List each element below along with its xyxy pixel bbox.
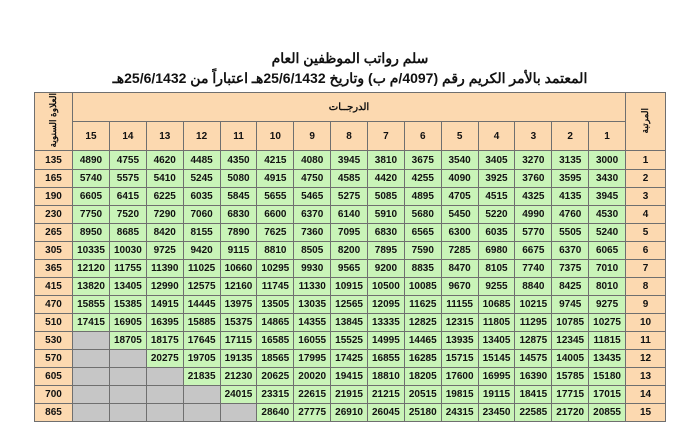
salary-cell: 15375 bbox=[220, 314, 257, 332]
salary-cell: 5845 bbox=[220, 187, 257, 205]
step-header: 10 bbox=[257, 122, 294, 151]
salary-cell: 15525 bbox=[331, 332, 368, 350]
salary-cell: 28640 bbox=[257, 404, 294, 422]
salary-cell: 17600 bbox=[441, 368, 478, 386]
step-header: 7 bbox=[367, 122, 404, 151]
salary-cell: 8835 bbox=[404, 259, 441, 277]
salary-cell: 5740 bbox=[73, 169, 110, 187]
salary-cell: 13405 bbox=[478, 332, 515, 350]
salary-cell: 21720 bbox=[552, 404, 589, 422]
increment-column-header: العلاوة السنوية bbox=[35, 93, 73, 151]
increment-cell: 230 bbox=[35, 205, 73, 223]
step-header: 11 bbox=[220, 122, 257, 151]
table-row bbox=[35, 386, 666, 404]
salary-cell: 20275 bbox=[146, 350, 183, 368]
salary-cell: 6605 bbox=[73, 187, 110, 205]
salary-cell: 4705 bbox=[441, 187, 478, 205]
salary-cell: 7750 bbox=[73, 205, 110, 223]
salary-cell: 19705 bbox=[183, 350, 220, 368]
salary-cell: 7520 bbox=[109, 205, 146, 223]
salary-cell: 4255 bbox=[404, 169, 441, 187]
salary-cell: 20515 bbox=[404, 386, 441, 404]
salary-cell: 8010 bbox=[589, 277, 626, 295]
salary-cell: 23315 bbox=[257, 386, 294, 404]
grade-cell: 7 bbox=[626, 259, 666, 277]
salary-cell: 16905 bbox=[109, 314, 146, 332]
table-row bbox=[35, 314, 666, 332]
salary-cell: 3675 bbox=[404, 151, 441, 169]
salary-cell: 12990 bbox=[146, 277, 183, 295]
salary-cell: 16585 bbox=[257, 332, 294, 350]
salary-cell: 19815 bbox=[441, 386, 478, 404]
salary-cell: 5575 bbox=[109, 169, 146, 187]
salary-cell: 9275 bbox=[589, 295, 626, 313]
salary-cell: 5080 bbox=[220, 169, 257, 187]
salary-cell: 15855 bbox=[73, 295, 110, 313]
increment-cell: 265 bbox=[35, 223, 73, 241]
increment-cell: 190 bbox=[35, 187, 73, 205]
grade-cell: 4 bbox=[626, 205, 666, 223]
grade-column-header: المرتبة bbox=[626, 93, 666, 151]
salary-cell: 5465 bbox=[294, 187, 331, 205]
salary-cell: 16995 bbox=[478, 368, 515, 386]
step-header: 12 bbox=[183, 122, 220, 151]
salary-cell: 3925 bbox=[478, 169, 515, 187]
empty-cell bbox=[73, 386, 110, 404]
salary-cell: 6065 bbox=[589, 241, 626, 259]
salary-cell: 7285 bbox=[441, 241, 478, 259]
empty-cell bbox=[220, 404, 257, 422]
salary-cell: 16285 bbox=[404, 350, 441, 368]
salary-cell: 21215 bbox=[367, 386, 404, 404]
empty-cell bbox=[73, 404, 110, 422]
empty-cell bbox=[183, 404, 220, 422]
increment-cell: 305 bbox=[35, 241, 73, 259]
salary-cell: 18175 bbox=[146, 332, 183, 350]
empty-cell bbox=[183, 386, 220, 404]
salary-cell: 10660 bbox=[220, 259, 257, 277]
salary-cell: 9670 bbox=[441, 277, 478, 295]
increment-cell: 470 bbox=[35, 295, 73, 313]
salary-cell: 10335 bbox=[73, 241, 110, 259]
step-header: 14 bbox=[109, 122, 146, 151]
salary-cell: 10785 bbox=[552, 314, 589, 332]
salary-cell: 13405 bbox=[109, 277, 146, 295]
salary-cell: 22615 bbox=[294, 386, 331, 404]
increment-cell: 700 bbox=[35, 386, 73, 404]
salary-cell: 14005 bbox=[552, 350, 589, 368]
salary-cell: 3760 bbox=[515, 169, 552, 187]
increment-cell: 165 bbox=[35, 169, 73, 187]
salary-cell: 6300 bbox=[441, 223, 478, 241]
salary-cell: 13335 bbox=[367, 314, 404, 332]
grade-cell: 11 bbox=[626, 332, 666, 350]
salary-cell: 16390 bbox=[515, 368, 552, 386]
salary-cell: 21835 bbox=[183, 368, 220, 386]
salary-cell: 17015 bbox=[589, 386, 626, 404]
salary-cell: 27775 bbox=[294, 404, 331, 422]
salary-cell: 11805 bbox=[478, 314, 515, 332]
increment-cell: 135 bbox=[35, 151, 73, 169]
step-header: 6 bbox=[404, 122, 441, 151]
salary-cell: 5655 bbox=[257, 187, 294, 205]
empty-cell bbox=[109, 386, 146, 404]
salary-cell: 5085 bbox=[367, 187, 404, 205]
salary-cell: 13975 bbox=[220, 295, 257, 313]
salary-cell: 9745 bbox=[552, 295, 589, 313]
salary-cell: 14445 bbox=[183, 295, 220, 313]
salary-cell: 8420 bbox=[146, 223, 183, 241]
salary-cell: 11390 bbox=[146, 259, 183, 277]
salary-cell: 5240 bbox=[589, 223, 626, 241]
salary-cell: 8470 bbox=[441, 259, 478, 277]
empty-cell bbox=[146, 404, 183, 422]
salary-cell: 6415 bbox=[109, 187, 146, 205]
salary-cell: 6370 bbox=[552, 241, 589, 259]
salary-cell: 4990 bbox=[515, 205, 552, 223]
salary-cell: 3595 bbox=[552, 169, 589, 187]
grade-cell: 10 bbox=[626, 314, 666, 332]
salary-cell: 3135 bbox=[552, 151, 589, 169]
grade-cell: 12 bbox=[626, 350, 666, 368]
salary-cell: 20625 bbox=[257, 368, 294, 386]
salary-cell: 3405 bbox=[478, 151, 515, 169]
salary-cell: 4755 bbox=[109, 151, 146, 169]
step-header: 5 bbox=[441, 122, 478, 151]
salary-cell: 10215 bbox=[515, 295, 552, 313]
salary-cell: 8505 bbox=[294, 241, 331, 259]
salary-cell: 22585 bbox=[515, 404, 552, 422]
salary-cell: 12120 bbox=[73, 259, 110, 277]
salary-cell: 19115 bbox=[478, 386, 515, 404]
salary-cell: 4620 bbox=[146, 151, 183, 169]
table-row bbox=[35, 151, 666, 169]
empty-cell bbox=[73, 332, 110, 350]
increment-cell: 510 bbox=[35, 314, 73, 332]
salary-cell: 5275 bbox=[331, 187, 368, 205]
salary-cell: 7060 bbox=[183, 205, 220, 223]
salary-cell: 7375 bbox=[552, 259, 589, 277]
empty-cell bbox=[146, 368, 183, 386]
salary-cell: 8105 bbox=[478, 259, 515, 277]
salary-cell: 11025 bbox=[183, 259, 220, 277]
step-header: 9 bbox=[294, 122, 331, 151]
grade-cell: 15 bbox=[626, 404, 666, 422]
salary-cell: 12575 bbox=[183, 277, 220, 295]
salary-cell: 6600 bbox=[257, 205, 294, 223]
salary-cell: 4530 bbox=[589, 205, 626, 223]
table-row bbox=[35, 404, 666, 422]
salary-cell: 12345 bbox=[552, 332, 589, 350]
salary-cell: 18705 bbox=[109, 332, 146, 350]
salary-cell: 14995 bbox=[367, 332, 404, 350]
salary-cell: 9725 bbox=[146, 241, 183, 259]
salary-cell: 5505 bbox=[552, 223, 589, 241]
salary-cell: 10295 bbox=[257, 259, 294, 277]
salary-cell: 9200 bbox=[367, 259, 404, 277]
salary-cell: 4350 bbox=[220, 151, 257, 169]
salary-cell: 15715 bbox=[441, 350, 478, 368]
salary-cell: 14465 bbox=[404, 332, 441, 350]
salary-cell: 17995 bbox=[294, 350, 331, 368]
salary-cell: 20020 bbox=[294, 368, 331, 386]
empty-cell bbox=[109, 404, 146, 422]
empty-cell bbox=[146, 386, 183, 404]
salary-cell: 7095 bbox=[331, 223, 368, 241]
salary-cell: 5680 bbox=[404, 205, 441, 223]
table-row bbox=[35, 350, 666, 368]
salary-cell: 24315 bbox=[441, 404, 478, 422]
salary-cell: 3945 bbox=[331, 151, 368, 169]
salary-cell: 5770 bbox=[515, 223, 552, 241]
table-row bbox=[35, 187, 666, 205]
salary-cell: 11755 bbox=[109, 259, 146, 277]
salary-cell: 10685 bbox=[478, 295, 515, 313]
salary-cell: 13820 bbox=[73, 277, 110, 295]
step-header: 2 bbox=[552, 122, 589, 151]
step-header: 15 bbox=[73, 122, 110, 151]
salary-cell: 15385 bbox=[109, 295, 146, 313]
salary-cell: 8950 bbox=[73, 223, 110, 241]
salary-cell: 14355 bbox=[294, 314, 331, 332]
increment-cell: 865 bbox=[35, 404, 73, 422]
salary-cell: 4325 bbox=[515, 187, 552, 205]
salary-cell: 7625 bbox=[257, 223, 294, 241]
salary-cell: 4915 bbox=[257, 169, 294, 187]
salary-cell: 5910 bbox=[367, 205, 404, 223]
salary-cell: 5245 bbox=[183, 169, 220, 187]
salary-cell: 8685 bbox=[109, 223, 146, 241]
salary-cell: 6035 bbox=[183, 187, 220, 205]
salary-cell: 7290 bbox=[146, 205, 183, 223]
salary-cell: 18205 bbox=[404, 368, 441, 386]
salary-cell: 11330 bbox=[294, 277, 331, 295]
salary-cell: 6980 bbox=[478, 241, 515, 259]
salary-cell: 4420 bbox=[367, 169, 404, 187]
table-row bbox=[35, 259, 666, 277]
salary-cell: 5450 bbox=[441, 205, 478, 223]
salary-cell: 11295 bbox=[515, 314, 552, 332]
increment-cell: 530 bbox=[35, 332, 73, 350]
empty-cell bbox=[109, 368, 146, 386]
salary-cell: 6140 bbox=[331, 205, 368, 223]
salary-cell: 17425 bbox=[331, 350, 368, 368]
empty-cell bbox=[73, 350, 110, 368]
salary-cell: 15145 bbox=[478, 350, 515, 368]
salary-cell: 7590 bbox=[404, 241, 441, 259]
salary-cell: 25180 bbox=[404, 404, 441, 422]
salary-cell: 7740 bbox=[515, 259, 552, 277]
step-header: 8 bbox=[331, 122, 368, 151]
grade-cell: 5 bbox=[626, 223, 666, 241]
salary-cell: 17645 bbox=[183, 332, 220, 350]
increment-cell: 605 bbox=[35, 368, 73, 386]
table-row bbox=[35, 277, 666, 295]
grade-cell: 3 bbox=[626, 187, 666, 205]
salary-cell: 4515 bbox=[478, 187, 515, 205]
empty-cell bbox=[109, 350, 146, 368]
grade-cell: 2 bbox=[626, 169, 666, 187]
table-row bbox=[35, 332, 666, 350]
salary-cell: 5220 bbox=[478, 205, 515, 223]
salary-cell: 4485 bbox=[183, 151, 220, 169]
salary-cell: 13435 bbox=[589, 350, 626, 368]
salary-cell: 14575 bbox=[515, 350, 552, 368]
salary-cell: 13505 bbox=[257, 295, 294, 313]
salary-cell: 11155 bbox=[441, 295, 478, 313]
salary-cell: 3945 bbox=[589, 187, 626, 205]
salary-cell: 9930 bbox=[294, 259, 331, 277]
salary-cell: 16855 bbox=[367, 350, 404, 368]
empty-cell bbox=[73, 368, 110, 386]
salary-cell: 4080 bbox=[294, 151, 331, 169]
grade-cell: 8 bbox=[626, 277, 666, 295]
salary-cell: 14865 bbox=[257, 314, 294, 332]
table-row bbox=[35, 241, 666, 259]
salary-scale-table bbox=[34, 92, 666, 422]
salary-cell: 26910 bbox=[331, 404, 368, 422]
table-row bbox=[35, 295, 666, 313]
page-title: سلم رواتب الموظفين العام bbox=[271, 50, 429, 66]
salary-cell: 11625 bbox=[404, 295, 441, 313]
salary-cell: 5410 bbox=[146, 169, 183, 187]
salary-cell: 7360 bbox=[294, 223, 331, 241]
salary-cell: 4090 bbox=[441, 169, 478, 187]
increment-cell: 415 bbox=[35, 277, 73, 295]
salary-cell: 12825 bbox=[404, 314, 441, 332]
salary-cell: 16055 bbox=[294, 332, 331, 350]
step-header: 4 bbox=[478, 122, 515, 151]
salary-cell: 9420 bbox=[183, 241, 220, 259]
salary-cell: 26045 bbox=[367, 404, 404, 422]
salary-cell: 4750 bbox=[294, 169, 331, 187]
table-row bbox=[35, 205, 666, 223]
salary-cell: 3270 bbox=[515, 151, 552, 169]
salary-cell: 16395 bbox=[146, 314, 183, 332]
salary-cell: 9255 bbox=[478, 277, 515, 295]
salary-cell: 10030 bbox=[109, 241, 146, 259]
grade-cell: 1 bbox=[626, 151, 666, 169]
salary-cell: 21230 bbox=[220, 368, 257, 386]
salary-cell: 18810 bbox=[367, 368, 404, 386]
salary-cell: 8425 bbox=[552, 277, 589, 295]
salary-cell: 8840 bbox=[515, 277, 552, 295]
salary-cell: 15180 bbox=[589, 368, 626, 386]
salary-cell: 8155 bbox=[183, 223, 220, 241]
salary-cell: 13845 bbox=[331, 314, 368, 332]
salary-cell: 7895 bbox=[367, 241, 404, 259]
salary-cell: 6565 bbox=[404, 223, 441, 241]
salary-cell: 11745 bbox=[257, 277, 294, 295]
salary-cell: 4135 bbox=[552, 187, 589, 205]
salary-cell: 12160 bbox=[220, 277, 257, 295]
salary-cell: 7890 bbox=[220, 223, 257, 241]
salary-cell: 6370 bbox=[294, 205, 331, 223]
salary-cell: 4760 bbox=[552, 205, 589, 223]
salary-cell: 18565 bbox=[257, 350, 294, 368]
salary-cell: 6225 bbox=[146, 187, 183, 205]
salary-cell: 15785 bbox=[552, 368, 589, 386]
salary-cell: 4890 bbox=[73, 151, 110, 169]
salary-cell: 3000 bbox=[589, 151, 626, 169]
salary-cell: 6675 bbox=[515, 241, 552, 259]
grade-cell: 14 bbox=[626, 386, 666, 404]
salary-cell: 14915 bbox=[146, 295, 183, 313]
salary-cell: 4215 bbox=[257, 151, 294, 169]
step-header: 3 bbox=[515, 122, 552, 151]
salary-cell: 13035 bbox=[294, 295, 331, 313]
salary-cell: 6830 bbox=[220, 205, 257, 223]
grade-cell: 13 bbox=[626, 368, 666, 386]
salary-cell: 13935 bbox=[441, 332, 478, 350]
salary-cell: 19135 bbox=[220, 350, 257, 368]
salary-cell: 8810 bbox=[257, 241, 294, 259]
salary-cell: 3540 bbox=[441, 151, 478, 169]
salary-cell: 21915 bbox=[331, 386, 368, 404]
salary-cell: 20855 bbox=[589, 404, 626, 422]
salary-cell: 6035 bbox=[478, 223, 515, 241]
step-header: 1 bbox=[589, 122, 626, 151]
table-row bbox=[35, 169, 666, 187]
salary-cell: 10275 bbox=[589, 314, 626, 332]
salary-cell: 3810 bbox=[367, 151, 404, 169]
salary-cell: 17715 bbox=[552, 386, 589, 404]
salary-cell: 11815 bbox=[589, 332, 626, 350]
salary-cell: 23450 bbox=[478, 404, 515, 422]
salary-cell: 12565 bbox=[331, 295, 368, 313]
salary-cell: 17115 bbox=[220, 332, 257, 350]
salary-cell: 12875 bbox=[515, 332, 552, 350]
salary-cell: 10915 bbox=[331, 277, 368, 295]
steps-group-header: الدرجــات bbox=[73, 93, 626, 122]
salary-cell: 19415 bbox=[331, 368, 368, 386]
salary-cell: 9115 bbox=[220, 241, 257, 259]
salary-cell: 12315 bbox=[441, 314, 478, 332]
salary-cell: 10085 bbox=[404, 277, 441, 295]
salary-cell: 10500 bbox=[367, 277, 404, 295]
salary-cell: 17415 bbox=[73, 314, 110, 332]
salary-cell: 12095 bbox=[367, 295, 404, 313]
increment-cell: 570 bbox=[35, 350, 73, 368]
salary-cell: 7010 bbox=[589, 259, 626, 277]
salary-cell: 18415 bbox=[515, 386, 552, 404]
grade-cell: 6 bbox=[626, 241, 666, 259]
step-header: 13 bbox=[146, 122, 183, 151]
salary-cell: 24015 bbox=[220, 386, 257, 404]
salary-cell: 15885 bbox=[183, 314, 220, 332]
salary-cell: 6830 bbox=[367, 223, 404, 241]
salary-cell: 4585 bbox=[331, 169, 368, 187]
table-row bbox=[35, 368, 666, 386]
grade-cell: 9 bbox=[626, 295, 666, 313]
salary-cell: 3430 bbox=[589, 169, 626, 187]
increment-cell: 365 bbox=[35, 259, 73, 277]
table-row bbox=[35, 223, 666, 241]
salary-cell: 9565 bbox=[331, 259, 368, 277]
page-subtitle: المعتمد بالأمر الكريم رقم (4097/م ب) وتاريخ 25/6/1432هـ اعتباراً من 25/6/1432هـ bbox=[112, 70, 588, 86]
salary-cell: 8200 bbox=[331, 241, 368, 259]
salary-cell: 4895 bbox=[404, 187, 441, 205]
